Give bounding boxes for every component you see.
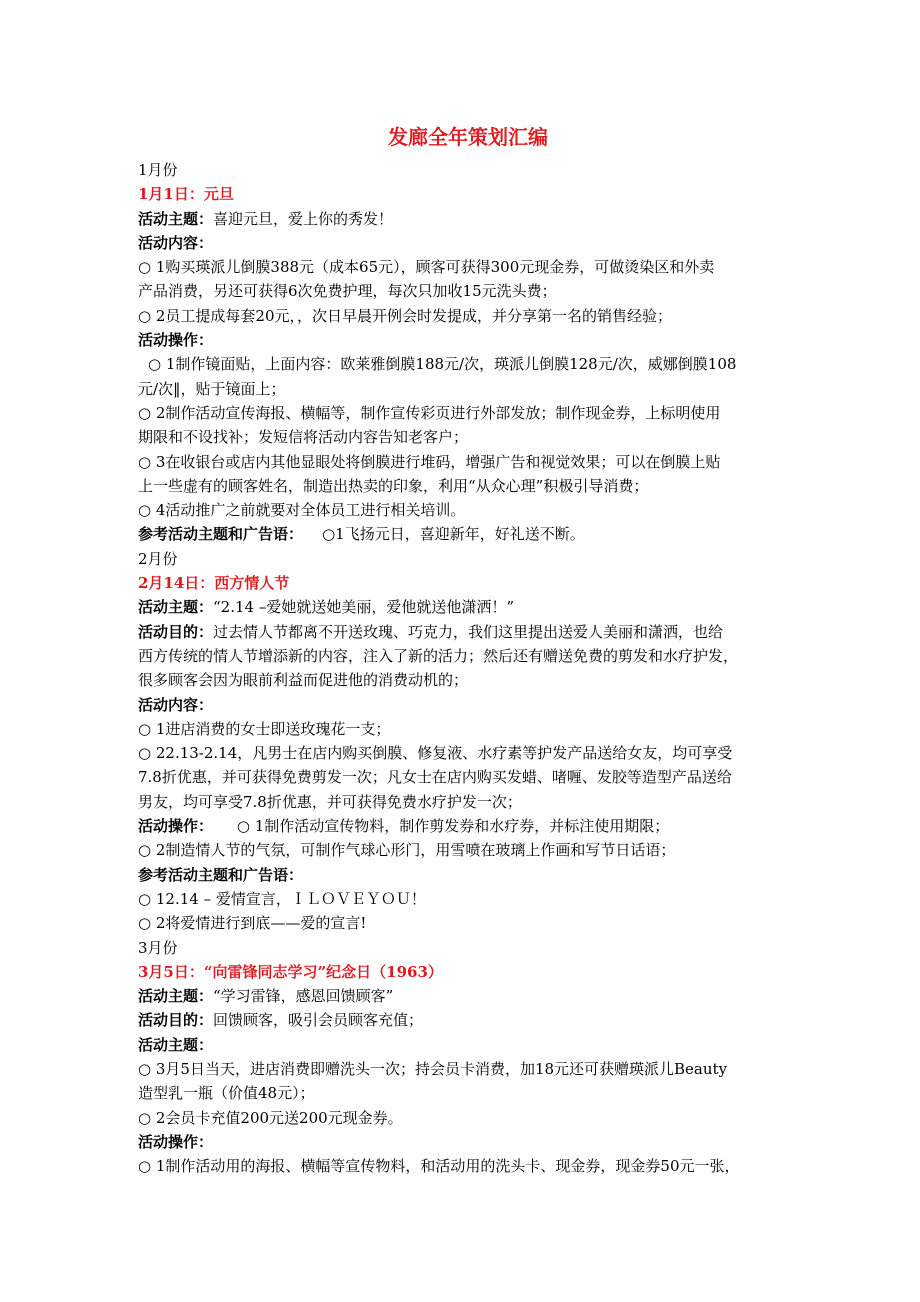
list-item: ○ 2制作活动宣传海报、横幅等，制作宣传彩页进行外部发放；制作现金券，上标明使用	[138, 401, 798, 425]
field-label: 参考活动主题和广告语：	[138, 865, 304, 884]
month-label: 2月份	[138, 549, 178, 568]
paragraph-line: 西方传统的情人节增添新的内容，注入了新的活力；然后还有赠送免费的剪发和水疗护发，	[138, 646, 739, 665]
section-heading: 1月1日：元旦	[138, 185, 234, 204]
field-label: 活动主题：	[138, 209, 214, 228]
document-page	[138, 0, 798, 1178]
list-item-continued: 产品消费，另还可获得6次免费护理，每次只加收15元洗头费；	[138, 282, 557, 301]
list-item: ○ 22.13-2.14，凡男士在店内购买倒膜、修复液、水疗素等护发产品送给女友，均可享受	[138, 741, 798, 765]
field-value: 喜迎元旦，爱上你的秀发！	[213, 209, 394, 228]
field-value: ○1飞扬元日，喜迎新年，好礼送不断。	[322, 525, 585, 544]
field-label: 活动操作：	[138, 1132, 214, 1151]
field-label: 活动主题：	[138, 987, 214, 1006]
field-value: “学习雷锋，感恩回馈顾客”	[213, 987, 394, 1006]
list-item: ○ 1进店消费的女士即送玫瑰花一支；	[138, 717, 798, 741]
list-item-continued: 期限和不设找补；发短信将活动内容告知老客户；	[138, 428, 469, 447]
list-item: ○ 4活动推广之前就要对全体员工进行相关培训。	[138, 498, 798, 522]
list-item-continued: 男友，均可享受7.8折优惠，并可获得免费水疗护发一次；	[138, 792, 522, 811]
field-value: “2.14 –爱她就送她美丽，爱他就送他潇洒！”	[213, 598, 515, 617]
list-item: ○ 1购买瑛派儿倒膜388元（成本65元），顾客可获得300元现金券，可做烫染区和外卖	[138, 255, 798, 279]
list-item-continued: 造型乳一瓶（价值48元）；	[138, 1084, 315, 1103]
list-item: ○ 1制作镜面贴，上面内容：欧莱雅倒膜188元/次，瑛派儿倒膜128元/次，威娜倒膜108	[138, 352, 798, 376]
list-item: ○ 12.14 – 爱情宣言，ＩＬＯＶＥＹＯＵ！	[138, 887, 798, 911]
list-item-continued: 7.8折优惠，并可获得免费剪发一次；凡女士在店内购买发蜡、啫喱、发胶等造型产品送给	[138, 768, 732, 787]
month-label: 3月份	[138, 938, 178, 957]
field-label: 活动内容：	[138, 695, 214, 714]
page-title: 发廊全年策划汇编	[388, 125, 548, 149]
section-heading: 2月14日：西方情人节	[138, 574, 290, 593]
list-item: ○ 2制造情人节的气氛，可制作气球心形门，用雪喷在玻璃上作画和写节日话语；	[138, 838, 798, 862]
list-item-continued: 元/次‖，贴于镜面上；	[138, 379, 286, 398]
field-label: 活动操作：	[138, 331, 214, 350]
field-label: 活动主题：	[138, 598, 214, 617]
list-item: ○ 3在收银台或店内其他显眼处将倒膜进行堆码，增强广告和视觉效果；可以在倒膜上贴	[138, 450, 798, 474]
field-label: 参考活动主题和广告语：	[138, 525, 304, 544]
field-label: 活动主题：	[138, 1035, 214, 1054]
list-item: ○ 2将爱情进行到底——爱的宣言!	[138, 911, 798, 935]
list-item: ○ 1制作活动用的海报、横幅等宣传物料，和活动用的洗头卡、现金券，现金券50元一张，	[138, 1154, 798, 1178]
list-item-continued: 上一些虚有的顾客姓名，制造出热卖的印象，利用“从众心理”积极引导消费；	[138, 476, 649, 495]
field-label: 活动操作：	[138, 817, 214, 836]
paragraph-line: 很多顾客会因为眼前利益而促进他的消费动机的；	[138, 671, 469, 690]
field-label: 活动目的：	[138, 1011, 214, 1030]
field-value: 回馈顾客，吸引会员顾客充值；	[213, 1011, 424, 1030]
field-label: 活动目的：	[138, 622, 214, 641]
field-value: 过去情人节都离不开送玫瑰、巧克力，我们这里提出送爱人美丽和潇洒，也给	[213, 622, 724, 641]
section-heading: 3月5日：“向雷锋同志学习”纪念日（1963）	[138, 962, 443, 981]
field-value: ○ 1制作活动宣传物料，制作剪发券和水疗券，并标注使用期限；	[236, 817, 670, 836]
month-label: 1月份	[138, 161, 178, 179]
list-item: ○ 3月5日当天，进店消费即赠洗头一次；持会员卡消费，加18元还可获赠瑛派儿Beauty	[138, 1057, 798, 1081]
list-item: ○ 2员工提成每套20元，，次日早晨开例会时发提成，并分享第一名的销售经验；	[138, 304, 798, 328]
list-item: ○ 2会员卡充值200元送200元现金券。	[138, 1106, 798, 1130]
field-label: 活动内容：	[138, 233, 214, 252]
